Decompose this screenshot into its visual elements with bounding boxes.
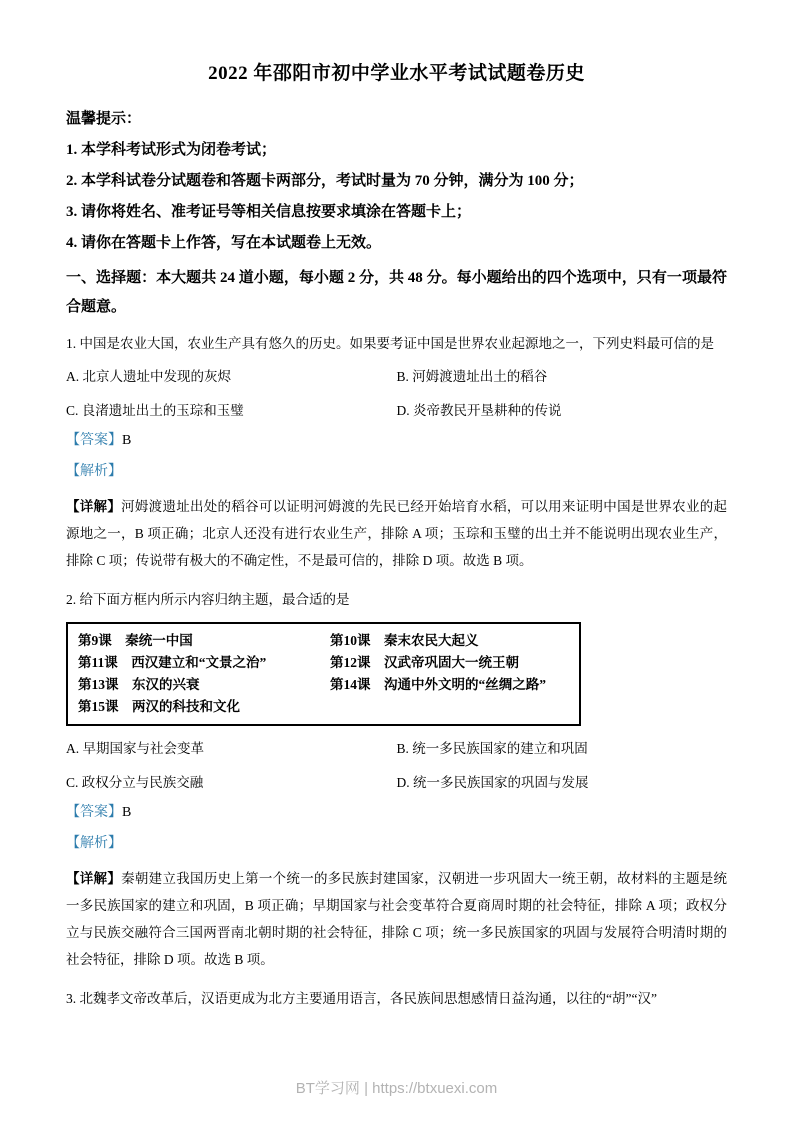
question-1-option-d: D. 炎帝教民开垦耕种的传说 bbox=[396, 403, 562, 418]
notice-item-1: 1. 本学科考试形式为闭卷考试； bbox=[66, 142, 277, 158]
lesson-row-2 bbox=[78, 652, 571, 674]
question-2-option-c: C. 政权分立与民族交融 bbox=[66, 775, 204, 790]
question-2-option-b: B. 统一多民族国家的建立和巩固 bbox=[396, 741, 588, 756]
notice-item-2: 2. 本学科试卷分试题卷和答题卡两部分，考试时量为 70 分钟，满分为 100 分； bbox=[66, 173, 584, 189]
question-1-answer-value: B bbox=[122, 433, 132, 448]
notice-item-3: 3. 请你将姓名、准考证号等相关信息按要求填涂在答题卡上； bbox=[66, 204, 472, 220]
watermark-footer: BT学习网 | https://btxuexi.com bbox=[295, 1080, 498, 1097]
question-2 bbox=[66, 588, 727, 973]
question-2-detail-text: 秦朝建立我国历史上第一个统一的多民族封建国家，汉朝进一步巩固大一统王朝，故材料的主题是统一多民族国家的建立和巩固，B 项正确；早期国家与社会变革符合夏商周时期的社会特征，排除 A 项；政权分立与民族交融符合三国两晋南北朝时期的社会特征，排除 C 项；统一多民族国家的巩固与发展符合明清时期的社会特征，排除 D 项。故选 B 项。 bbox=[66, 871, 728, 967]
lesson-row-1 bbox=[78, 630, 571, 652]
question-2-option-d: D. 统一多民族国家的巩固与发展 bbox=[396, 775, 589, 790]
question-1-answer-line bbox=[66, 431, 727, 450]
question-3 bbox=[66, 987, 727, 1011]
lesson-row-3 bbox=[78, 674, 571, 696]
answer-label: 【答案】 bbox=[66, 805, 122, 820]
lesson-box bbox=[66, 622, 581, 726]
page-title: 2022 年邵阳市初中学业水平考试试题卷历史 bbox=[208, 63, 585, 84]
lesson-cell-right: 第10课 秦末农民大起义 bbox=[330, 633, 479, 648]
notice-heading: 温馨提示： bbox=[66, 111, 142, 127]
question-1 bbox=[66, 332, 727, 574]
question-1-analysis-line bbox=[66, 462, 727, 481]
question-1-detail bbox=[66, 493, 727, 574]
question-1-detail-text: 河姆渡遗址出处的稻谷可以证明河姆渡的先民已经开始培育水稻，可以用来证明中国是世界农业的起源地之一，B 项正确；北京人还没有进行农业生产，排除 A 项；玉琮和玉璧的出土并不能说明出现农业生产，排除 C 项；传说带有极大的不确定性，不是最可信的，排除 D 项。故选 B 项。 bbox=[66, 499, 728, 568]
question-2-option-a: A. 早期国家与社会变革 bbox=[66, 741, 204, 756]
question-2-answer-line bbox=[66, 803, 727, 822]
question-2-detail bbox=[66, 865, 727, 973]
notice-item-4: 4. 请你在答题卡上作答，写在本试题卷上无效。 bbox=[66, 235, 382, 251]
lesson-cell-right: 第14课 沟通中外文明的“丝绸之路” bbox=[330, 677, 546, 692]
detail-label: 【详解】 bbox=[66, 871, 122, 886]
analysis-label: 【解析】 bbox=[66, 836, 122, 851]
question-3-stem: 3. 北魏孝文帝改革后，汉语更成为北方主要通用语言，各民族间思想感情日益沟通，以往的“胡”“汉” bbox=[66, 991, 657, 1006]
lesson-cell-left: 第9课 秦统一中国 bbox=[78, 633, 193, 648]
answer-label: 【答案】 bbox=[66, 433, 122, 448]
lesson-cell-left: 第13课 东汉的兴衰 bbox=[78, 677, 200, 692]
question-1-stem: 1. 中国是农业大国，农业生产具有悠久的历史。如果要考证中国是世界农业起源地之一，下列史料最可信的是 bbox=[66, 336, 714, 351]
question-2-answer-value: B bbox=[122, 805, 132, 820]
section-one-heading: 一、选择题：本大题共 24 道小题，每小题 2 分，共 48 分。每小题给出的四个选项中，只有一项最符合题意。 bbox=[66, 270, 727, 315]
question-1-option-a: A. 北京人遗址中发现的灰烬 bbox=[66, 369, 231, 384]
question-1-options bbox=[66, 368, 727, 419]
analysis-label: 【解析】 bbox=[66, 464, 122, 479]
lesson-cell-left: 第11课 西汉建立和“文景之治” bbox=[78, 655, 267, 670]
lesson-cell-right bbox=[330, 696, 571, 718]
question-1-option-c: C. 良渚遗址出土的玉琮和玉璧 bbox=[66, 403, 244, 418]
question-2-stem: 2. 给下面方框内所示内容归纳主题，最合适的是 bbox=[66, 592, 350, 607]
question-2-options bbox=[66, 740, 727, 791]
exam-notice bbox=[66, 109, 727, 254]
question-1-option-b: B. 河姆渡遗址出土的稻谷 bbox=[396, 369, 548, 384]
question-2-analysis-line bbox=[66, 834, 727, 853]
detail-label: 【详解】 bbox=[66, 499, 122, 514]
lesson-cell-left: 第15课 两汉的科技和文化 bbox=[78, 699, 240, 714]
lesson-cell-right: 第12课 汉武帝巩固大一统王朝 bbox=[330, 655, 519, 670]
lesson-row-4 bbox=[78, 696, 571, 718]
